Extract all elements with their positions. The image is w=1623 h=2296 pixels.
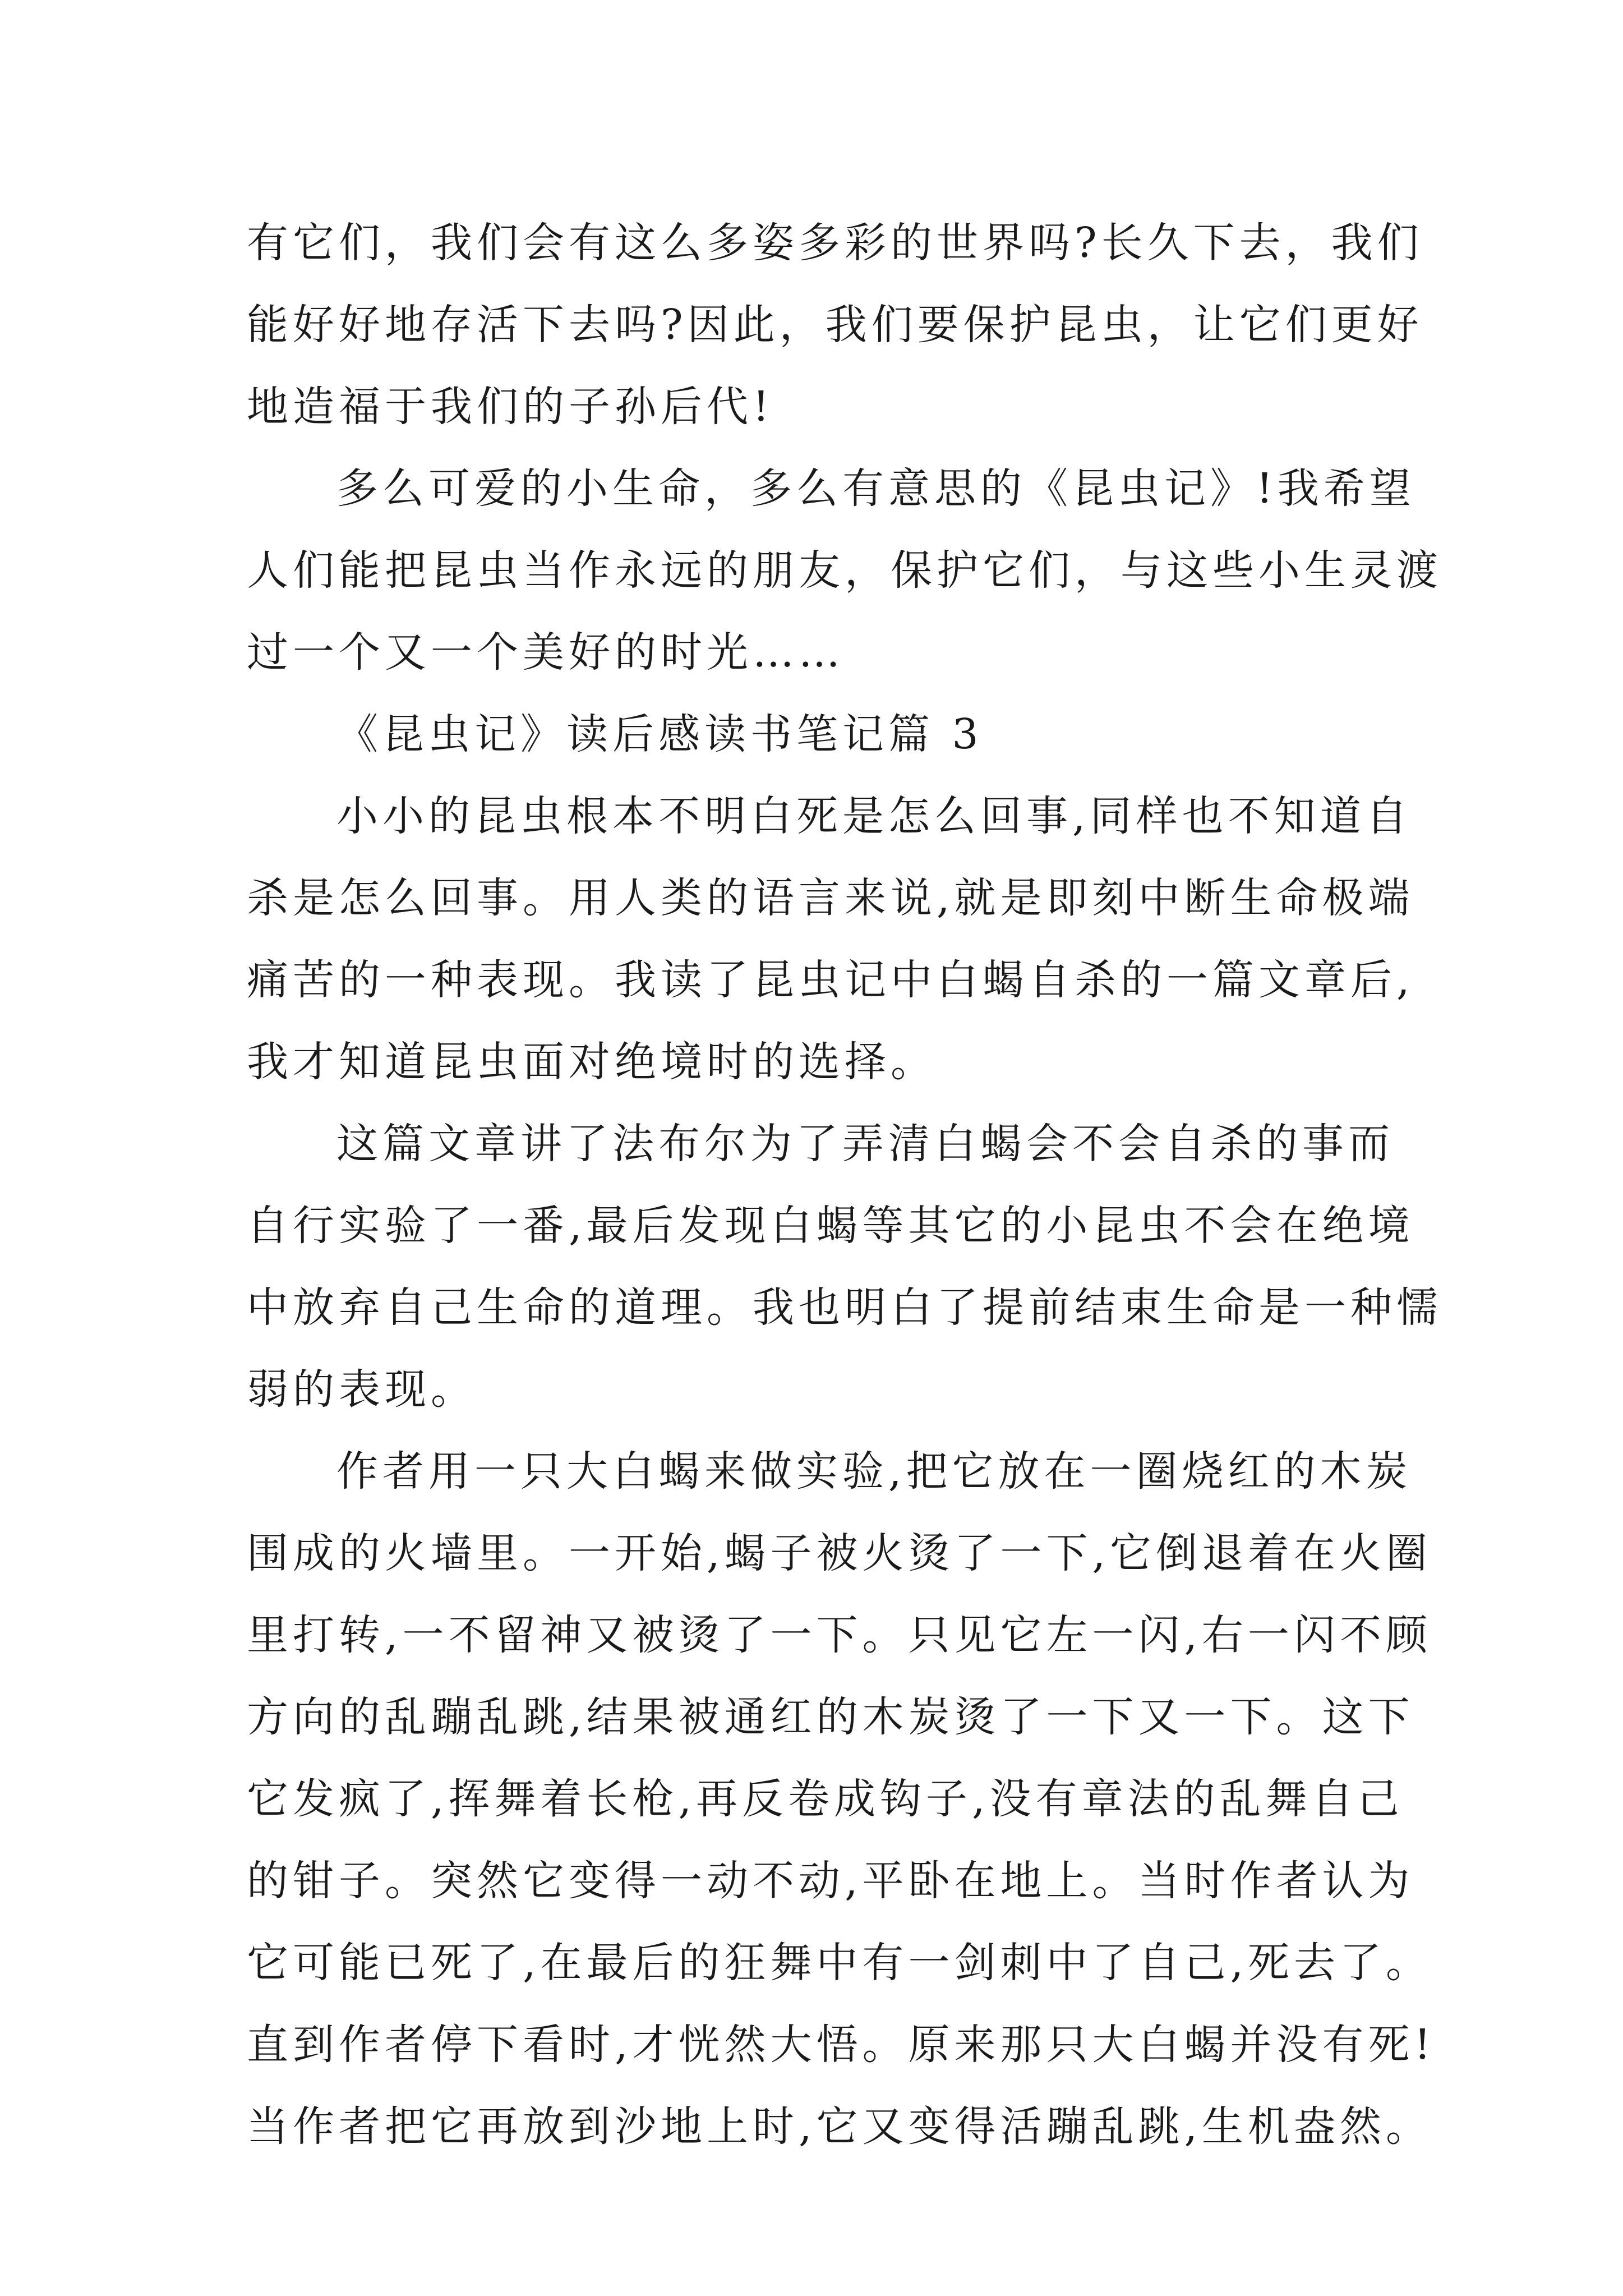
text-line: 能好好地存活下去吗?因此，我们要保护昆虫，让它们更好 <box>247 301 1423 349</box>
paragraph <box>247 448 1442 693</box>
text-line: 杀是怎么回事。用人类的语言来说,就是即刻中断生命极端 <box>247 874 1414 922</box>
text-line: 有它们，我们会有这么多姿多彩的世界吗?长久下去，我们 <box>247 219 1423 267</box>
text-line: 我才知道昆虫面对绝境时的选择。 <box>247 1038 937 1086</box>
text-line: 过一个又一个美好的时光…… <box>247 628 845 677</box>
text-line: 当作者把它再放到沙地上时,它又变得活蹦乱跳,生机盎然。 <box>247 2102 1432 2151</box>
text-line: 中放弃自己生命的道理。我也明白了提前结束生命是一种懦 <box>247 1283 1442 1332</box>
paragraph <box>247 775 1424 1103</box>
text-line: 的钳子。突然它变得一动不动,平卧在地上。当时作者认为 <box>247 1857 1414 1905</box>
text-line: 它发疯了,挥舞着长枪,再反卷成钩子,没有章法的乱舞自己 <box>247 1775 1404 1823</box>
text-line: 小小的昆虫根本不明白死是怎么回事,同样也不知道自 <box>336 792 1412 840</box>
text-line: 里打转,一不留神又被烫了一下。只见它左一闪,右一闪不顾 <box>247 1611 1432 1659</box>
text-line: 人们能把昆虫当作永远的朋友，保护它们，与这些小生灵渡 <box>247 546 1442 595</box>
text-line: 方向的乱蹦乱跳,结果被通红的木炭烫了一下又一下。这下 <box>247 1693 1414 1741</box>
text-line: 围成的火墙里。一开始,蝎子被火烫了一下,它倒退着在火圈 <box>247 1529 1432 1577</box>
paragraph <box>247 1103 1442 1430</box>
text-line: 地造福于我们的子孙后代! <box>247 383 774 431</box>
text-line: 作者用一只大白蝎来做实验,把它放在一圈烧红的木炭 <box>336 1447 1412 1496</box>
text-line: 自行实验了一番,最后发现白蝎等其它的小昆虫不会在绝境 <box>247 1202 1414 1250</box>
text-line: 直到作者停下看时,才恍然大悟。原来那只大白蝎并没有死! <box>247 2021 1436 2069</box>
document-body <box>247 202 1442 2168</box>
paragraph <box>247 202 1424 448</box>
text-line: 多么可爱的小生命，多么有意思的《昆虫记》!我希望 <box>336 464 1415 513</box>
heading-text: 《昆虫记》读后感读书笔记篇 3 <box>336 710 983 758</box>
paragraph <box>247 1430 1436 2168</box>
text-line: 弱的表现。 <box>247 1365 477 1414</box>
text-line: 这篇文章讲了法布尔为了弄清白蝎会不会自杀的事而 <box>336 1120 1394 1168</box>
text-line: 痛苦的一种表现。我读了昆虫记中白蝎自杀的一篇文章后, <box>247 956 1414 1004</box>
text-line: 它可能已死了,在最后的狂舞中有一剑刺中了自己,死去了。 <box>247 1939 1432 1987</box>
section-heading <box>247 693 1424 775</box>
